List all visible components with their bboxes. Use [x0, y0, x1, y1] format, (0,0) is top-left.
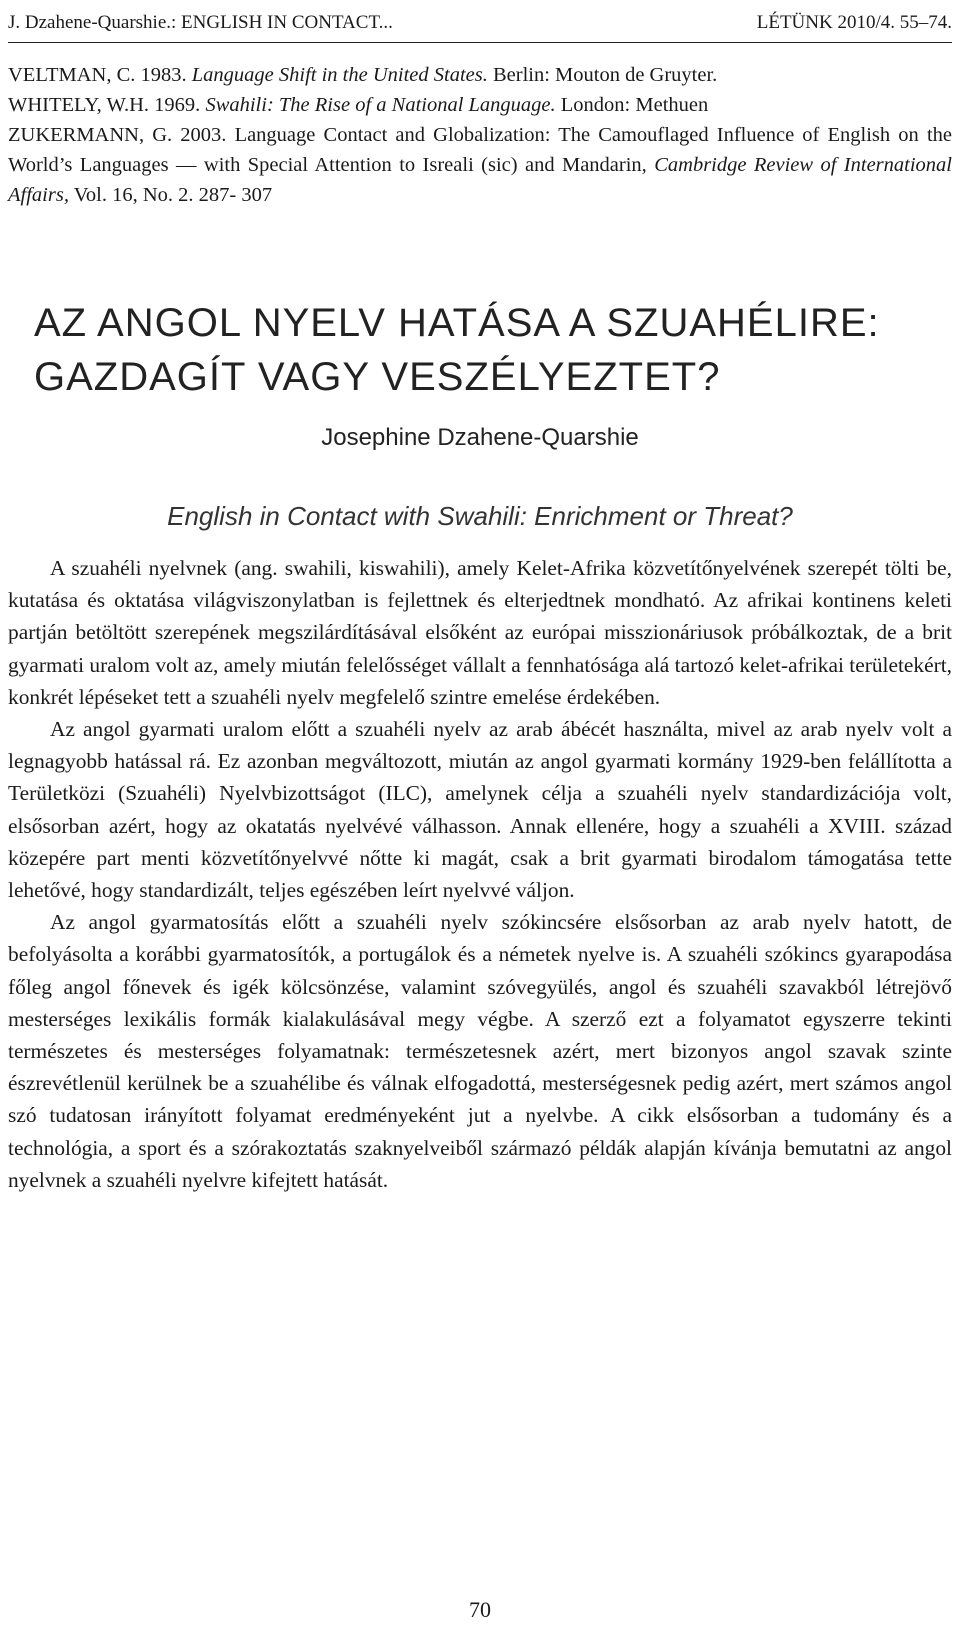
reference-author: VELTMAN, C. 1983.: [8, 64, 187, 86]
reference-item: [8, 90, 952, 120]
reference-author: ZUKERMANN, G. 2003.: [8, 124, 227, 146]
reference-item: [8, 120, 952, 210]
running-header-left: J. Dzahene-Quarshie.: ENGLISH IN CONTACT...: [8, 12, 393, 33]
article-title-line-1: AZ ANGOL NYELV HATÁSA A SZUAHÉLIRE:: [34, 301, 880, 345]
page-number: 70: [469, 1597, 491, 1622]
reference-journal: Cambridge Review of International Affairs,: [8, 154, 952, 206]
reference-publisher: London: Methuen: [560, 94, 709, 116]
abstract-paragraph: Az angol gyarmatosítás előtt a szuahéli nyelv szókincsére elsősorban az arab nyelv hatott, de befolyásolta a korábbi gyarmatosítók, a portugálok és a németek nyelve is. A szuahéli szókincs gyarapodása főleg angol főnevek és igék kölcsönzése, valamint szóvegyülés, angol és szuahéli szavakból létrejövő mesterséges lexikális formák kialakulásával megy végbe. A szerző ezt a folyamatot egyszerre tekinti természetes és mesterséges folyamatnak: természetesnek azért, mert bizonyos angol szavak szinte észrevétlenül kerülnek be a szuahélibe és válnak elfogadottá, mesterségesnek pedig azért, mert számos angol szó tudatosan irányított folyamat eredményeként jut a nyelvbe. A cikk elsősorban a tudomány és a technológia, a sport és a szórakoztatás szaknyelveiből származó példák alapján kívánja bemutatni az angol nyelvnek a szuahéli nyelvre kifejtett hatását.: [8, 910, 952, 1192]
reference-volume: Vol. 16, No. 2. 287- 307: [73, 184, 273, 206]
article-author: Josephine Dzahene-Quarshie: [321, 424, 639, 451]
article-english-title: English in Contact with Swahili: Enrichment or Threat?: [167, 501, 793, 531]
running-header: [8, 8, 952, 43]
reference-publisher: Berlin: Mouton de Gruyter.: [492, 64, 718, 86]
reference-author: WHITELY, W.H. 1969.: [8, 94, 201, 116]
article-title: [34, 296, 934, 404]
reference-title: Swahili: The Rise of a National Language.: [205, 94, 556, 116]
reference-title: Language Shift in the United States.: [191, 64, 488, 86]
abstract-paragraph: Az angol gyarmati uralom előtt a szuahéli nyelv az arab ábécét használta, mivel az arab nyelv volt a legnagyobb hatással rá. Ez azonban megváltozott, miután az angol gyarmati kormány 1929-ben felállította a Területközi (Szuahéli) Nyelvbizottságot (ILC), amelynek célja a szuahéli nyelv standardizációja volt, elsősorban azért, hogy az okatatás nyelvévé válhasson. Annak ellenére, hogy a szuahéli a XVIII. század közepére part menti közvetítőnyelvvé nőtte ki magát, csak a brit gyarmati birodalom támogatása tette lehetővé, hogy standardizált, teljes egészében leírt nyelvvé váljon.: [8, 717, 952, 903]
reference-item: [8, 60, 952, 90]
running-header-right: LÉTÜNK 2010/4. 55–74.: [756, 12, 952, 33]
reference-title: Language Contact and Globalization: The Camouflaged Influence of English on the World’s Languages — with Special Attention to Isreali (sic) and Mandarin,: [8, 124, 952, 176]
article-title-line-2: GAZDAGÍT VAGY VESZÉLYEZTET?: [34, 355, 721, 399]
abstract: [8, 552, 952, 1196]
abstract-paragraph: A szuahéli nyelvnek (ang. swahili, kiswahili), amely Kelet-Afrika közvetítőnyelvének szerepét tölti be, kutatása és oktatása világviszonylatban is fejlettnek és elterjedtnek mondható. Az afrikai kontinens keleti partján betöltött szerepének megszilárdításával elsőként az európai misszionáriusok próbálkoztak, de a brit gyarmati uralom volt az, amely miután felelősséget vállalt a fennhatósága alá tartozó kelet-afrikai területekért, konkrét lépéseket tett a szuahéli nyelv megfelelő szintre emelése érdekében.: [8, 556, 952, 709]
reference-list: [8, 60, 952, 210]
